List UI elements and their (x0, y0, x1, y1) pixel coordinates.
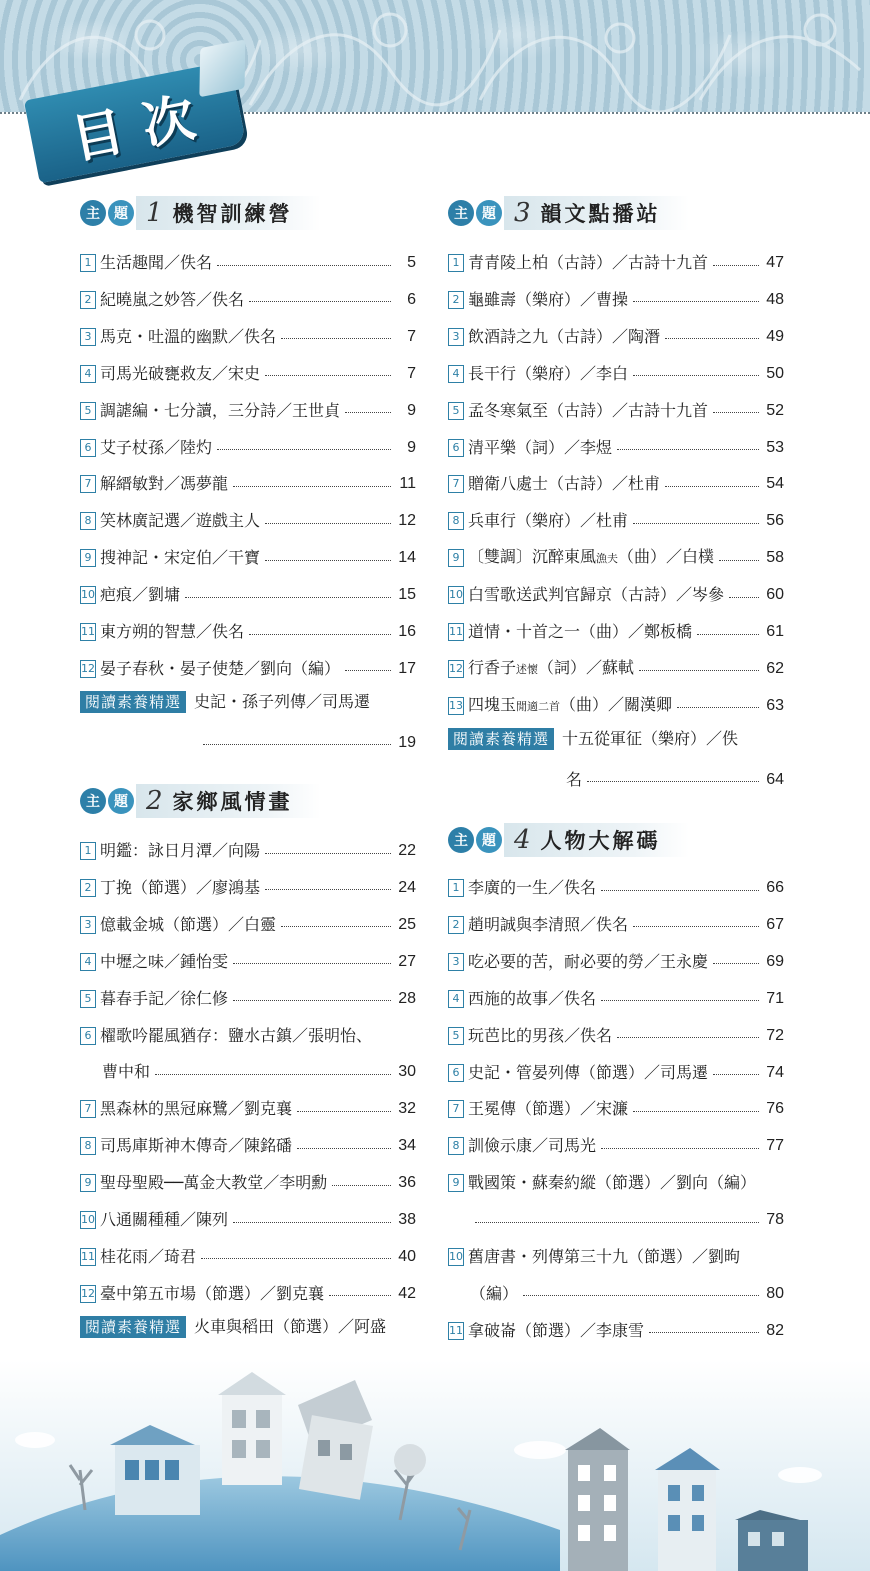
theme-badge-icon: 題 (476, 200, 502, 226)
entry-number: 12 (80, 660, 96, 678)
page-number: 52 (766, 401, 784, 419)
toc-entry[interactable] (448, 1244, 784, 1270)
entry-title (468, 544, 714, 572)
building-right-2 (655, 1448, 720, 1571)
page-number: 15 (398, 586, 416, 604)
entry-number: 8 (80, 512, 96, 530)
reading-tag-badge: 閱讀素養精選 (448, 728, 554, 750)
entry-number: 6 (80, 1027, 96, 1045)
entry-number: 7 (448, 475, 464, 493)
page-number: 64 (766, 770, 784, 788)
toc-entry[interactable] (448, 545, 784, 571)
dot-leader (639, 670, 759, 671)
toc-entry[interactable] (80, 545, 416, 571)
entry-number: 5 (80, 990, 96, 1008)
page-number: 76 (766, 1100, 784, 1118)
dot-leader (217, 265, 391, 266)
entry-number: 2 (448, 916, 464, 934)
entry-number: 12 (448, 660, 464, 678)
entry-number: 4 (448, 990, 464, 1008)
toc-entry[interactable] (448, 582, 784, 608)
entry-title (468, 692, 672, 720)
page-number: 7 (407, 364, 416, 382)
entry-title: 黑森林的黑冠麻鷺／劉克襄 (100, 1099, 293, 1119)
entry-number: 11 (80, 1248, 96, 1266)
dot-leader (233, 486, 391, 487)
entry-title: 白雪歌送武判官歸京（古詩）／岑參 (468, 585, 725, 605)
entry-title: 西施的故事／佚名 (468, 988, 597, 1008)
entry-number: 2 (448, 291, 464, 309)
entry-title: 史記・管晏列傳（節選）／司馬遷 (468, 1062, 709, 1082)
page-number: 62 (766, 659, 784, 677)
page-number: 32 (398, 1100, 416, 1118)
section-header-4 (448, 822, 689, 858)
entry-title: 馬克・吐溫的幽默／佚名 (100, 326, 277, 346)
toc-entry[interactable] (80, 435, 416, 461)
toc-entry[interactable] (80, 1133, 416, 1159)
toc-entry-continued[interactable] (470, 1281, 784, 1307)
entry-title: 李廣的一生／佚名 (468, 878, 597, 897)
page-number: 47 (766, 254, 784, 271)
reading-tag-badge: 閱讀素養精選 (80, 691, 186, 713)
page-number: 30 (398, 1063, 416, 1081)
reading-title: 火車與稻田（節選）／阿盛 (194, 1316, 387, 1336)
section-title-bar (136, 196, 321, 230)
entry-title-note: 漁夫 (596, 552, 619, 566)
entry-title: 聖母聖殿──萬金大教堂／李明勳 (100, 1173, 328, 1193)
entry-number: 7 (448, 1100, 464, 1118)
entry-number: 8 (80, 1137, 96, 1155)
entry-title-tail: （曲）／白樸 (618, 547, 715, 567)
section-title-bar (136, 784, 321, 818)
dot-leader (633, 523, 759, 524)
page-number: 54 (766, 475, 784, 493)
entry-title: 訓儉示康／司馬光 (468, 1136, 597, 1156)
toc-entry[interactable] (448, 324, 784, 350)
dot-leader (345, 412, 391, 413)
section-header-1 (80, 195, 321, 231)
dot-leader (617, 449, 759, 450)
toc-entry[interactable] (80, 287, 416, 313)
page-number: 6 (407, 290, 416, 308)
toc-entry[interactable] (448, 693, 784, 719)
entry-title: 兵車行（樂府）／杜甫 (468, 511, 629, 531)
reading-title: 史記・孫子列傳／司馬遷 (194, 691, 371, 711)
section-header-2 (80, 783, 321, 819)
toc-entry[interactable] (80, 838, 416, 864)
dot-leader (265, 560, 391, 561)
toc-entry[interactable] (448, 619, 784, 645)
dot-leader (233, 1000, 391, 1001)
page-number: 16 (398, 623, 416, 640)
dot-leader (729, 597, 759, 598)
toc-entry[interactable] (80, 912, 416, 938)
page-number: 78 (766, 1211, 784, 1229)
section-number: 3 (514, 198, 531, 228)
dot-leader (297, 1111, 391, 1112)
entry-title: 司馬庫斯神木傳奇／陳銘磻 (100, 1136, 293, 1156)
page-number: 80 (766, 1284, 784, 1302)
toc-entry[interactable] (80, 986, 416, 1012)
theme-badge-icon: 題 (476, 827, 502, 853)
entry-title: 趙明誠與李清照／佚名 (468, 914, 629, 934)
entry-title-continued: 曹中和 (102, 1062, 151, 1082)
entry-number: 9 (448, 1174, 464, 1192)
entry-title: 疤痕／劉墉 (100, 585, 181, 605)
entry-number: 1 (448, 254, 464, 272)
dot-leader (281, 926, 391, 927)
toc-entry[interactable] (448, 287, 784, 313)
section-title-bar (504, 196, 689, 230)
page-number: 9 (407, 401, 416, 419)
page-title: 目次 (66, 84, 220, 171)
section-number: 1 (146, 198, 163, 228)
entry-title-note: 述懷 (516, 662, 539, 676)
entry-number: 13 (448, 697, 464, 715)
page-number: 56 (766, 512, 784, 530)
toc-entry[interactable] (80, 1207, 416, 1233)
entry-title-main: 行香子 (468, 657, 517, 677)
house-middle (218, 1372, 286, 1485)
toc-entry[interactable] (80, 398, 416, 424)
entry-number: 2 (80, 291, 96, 309)
reading-selection-continued[interactable] (566, 767, 784, 793)
page-number: 74 (766, 1063, 784, 1081)
toc-entry[interactable] (80, 1244, 416, 1270)
dot-leader (713, 963, 759, 964)
toc-entry-continued[interactable] (102, 1059, 416, 1085)
section-title-bar (504, 823, 689, 857)
page-number: 22 (398, 842, 416, 859)
entry-number: 1 (80, 254, 96, 272)
toc-entry[interactable] (448, 398, 784, 424)
entry-number: 8 (448, 512, 464, 530)
dot-leader (697, 634, 759, 635)
page-number: 61 (766, 623, 784, 640)
entry-number: 2 (80, 879, 96, 897)
page-number: 19 (398, 733, 416, 751)
dot-leader (475, 1222, 759, 1223)
dot-leader (233, 963, 391, 964)
entry-title-tail: （曲）／關漢卿 (560, 694, 673, 714)
page-number: 28 (398, 989, 416, 1007)
dot-leader (329, 1295, 391, 1296)
entry-title: 桂花雨／琦君 (100, 1246, 197, 1266)
toc-entry[interactable] (80, 361, 416, 387)
entry-number: 12 (80, 1285, 96, 1303)
page-number: 38 (398, 1211, 416, 1228)
toc-entry[interactable] (80, 1096, 416, 1122)
entry-number: 6 (80, 439, 96, 457)
dot-leader (719, 560, 759, 561)
entry-title: 八通關種種／陳列 (100, 1210, 229, 1229)
page-number: 71 (766, 989, 784, 1007)
toc-entry[interactable] (448, 508, 784, 534)
page-number: 7 (407, 327, 416, 345)
entry-number: 3 (448, 328, 464, 346)
entry-number: 5 (448, 402, 464, 420)
dot-leader (155, 1074, 391, 1075)
entry-number: 3 (448, 953, 464, 971)
section-header-3 (448, 195, 689, 231)
page-number: 58 (766, 549, 784, 567)
entry-number: 4 (80, 953, 96, 971)
dot-leader (249, 634, 391, 635)
entry-title: 調謔編・七分讀，三分詩／王世貞 (100, 400, 341, 420)
toc-entry[interactable] (448, 1170, 784, 1196)
entry-title: 暮春手記／徐仁修 (100, 988, 229, 1008)
entry-title-main: 〔雙調〕沉醉東風 (468, 547, 597, 567)
dot-leader (523, 1295, 759, 1296)
dot-leader (185, 597, 391, 598)
toc-entry[interactable] (448, 1023, 784, 1049)
page-number: 25 (398, 915, 416, 933)
entry-title: 拿破崙（節選）／李康雪 (468, 1320, 645, 1340)
building-right-1 (565, 1428, 630, 1571)
toc-entry[interactable] (80, 582, 416, 608)
reading-title-continued: 名 (566, 769, 583, 789)
entry-title: 艾子杖孫／陸灼 (100, 437, 213, 457)
entry-title: 笑林廣記選／遊戲主人 (100, 511, 261, 531)
page-number: 60 (766, 586, 784, 604)
dot-leader (601, 1000, 759, 1001)
entry-number: 10 (80, 586, 96, 604)
entry-title: 孟冬寒氣至（古詩）／古詩十九首 (468, 400, 709, 420)
entry-number: 7 (80, 475, 96, 493)
town-illustration (0, 1360, 870, 1571)
dot-leader (633, 301, 759, 302)
toc-entry[interactable] (80, 1023, 416, 1049)
toc-entry-continued[interactable] (470, 1207, 784, 1233)
dot-leader (281, 338, 391, 339)
entry-title: 戰國策・蘇秦約縱（節選）／劉向（編） (468, 1173, 757, 1193)
entry-title: 丁挽（節選）／廖鴻基 (100, 877, 261, 897)
entry-title-tail: （詞）／蘇軾 (538, 657, 635, 677)
reading-selection[interactable] (80, 689, 416, 715)
entry-number: 6 (448, 1064, 464, 1082)
page-number: 36 (398, 1174, 416, 1192)
entry-title: 中壢之味／鍾怡雯 (100, 951, 229, 971)
entry-title: 明鑑：詠日月潭／向陽 (100, 841, 261, 860)
dot-leader (713, 265, 759, 266)
page-number: 50 (766, 364, 784, 382)
toc-entry[interactable] (448, 656, 784, 682)
toc-entry[interactable] (80, 619, 416, 645)
toc-entry[interactable] (448, 435, 784, 461)
page-number: 11 (399, 475, 416, 493)
reading-selection-continued[interactable] (198, 730, 416, 756)
entry-title-continued: （編） (470, 1283, 519, 1303)
entry-number: 11 (80, 623, 96, 641)
dot-leader (713, 412, 759, 413)
entry-title: 清平樂（詞）／李煜 (468, 437, 613, 457)
entry-title: 龜雖壽（樂府）／曹操 (468, 289, 629, 309)
entry-title: 吃必要的苦，耐必要的勞／王永慶 (468, 951, 709, 971)
page-number: 5 (407, 254, 416, 271)
toc-entry[interactable] (448, 986, 784, 1012)
entry-number: 10 (80, 1211, 96, 1229)
toc-entry[interactable] (448, 912, 784, 938)
entry-title: 司馬光破甕救友／宋史 (100, 363, 261, 383)
entry-title-note: 閒適二首 (516, 699, 561, 713)
toc-entry[interactable] (448, 1318, 784, 1344)
theme-badge-icon: 主 (80, 200, 106, 226)
entry-title: 櫂歌吟罷風猶存：鹽水古鎮／張明怡、 (100, 1025, 373, 1045)
entry-title: 舊唐書・列傳第三十九（節選）／劉昫 (468, 1247, 741, 1266)
toc-entry[interactable] (448, 250, 784, 276)
toc-entry[interactable] (448, 875, 784, 901)
reading-title: 十五從軍征（樂府）／佚 (562, 728, 739, 748)
toc-entry[interactable] (448, 1096, 784, 1122)
page-number: 53 (766, 438, 784, 456)
dot-leader (601, 890, 759, 891)
theme-badge-icon: 題 (108, 200, 134, 226)
dot-leader (249, 301, 391, 302)
dot-leader (345, 670, 391, 671)
toc-entry[interactable] (448, 361, 784, 387)
entry-number: 11 (448, 623, 464, 641)
entry-title: 臺中第五市場（節選）／劉克襄 (100, 1283, 325, 1303)
page-number: 27 (398, 952, 416, 970)
page-number: 14 (398, 549, 416, 567)
page-number: 66 (766, 879, 784, 896)
entry-number: 4 (448, 365, 464, 383)
dot-leader (601, 1148, 759, 1149)
page-number: 12 (398, 512, 416, 530)
section-number: 4 (514, 825, 531, 855)
page-number: 69 (766, 952, 784, 970)
dot-leader (203, 744, 391, 745)
dot-leader (633, 926, 759, 927)
dot-leader (265, 853, 391, 854)
page-number: 49 (766, 327, 784, 345)
section-title: 人物大解碼 (540, 828, 661, 853)
entry-title: 飲酒詩之九（古詩）／陶潛 (468, 326, 661, 346)
entry-number: 9 (80, 1174, 96, 1192)
reading-tag-badge: 閱讀素養精選 (80, 1316, 186, 1338)
page-number: 17 (398, 659, 416, 677)
entry-number: 5 (80, 402, 96, 420)
dot-leader (677, 707, 759, 708)
dot-leader (665, 338, 759, 339)
toc-entry[interactable] (80, 471, 416, 497)
entry-title: 搜神記・宋定伯／干寶 (100, 548, 261, 568)
entry-number: 10 (448, 586, 464, 604)
toc-entry[interactable] (80, 250, 416, 276)
page-number: 48 (766, 290, 784, 308)
page-number: 42 (398, 1284, 416, 1302)
dot-leader (265, 375, 391, 376)
entry-title: 解縉敏對／馮夢龍 (100, 474, 229, 494)
entry-title: 晏子春秋・晏子使楚／劉向（編） (100, 658, 341, 678)
entry-title: 生活趣聞／佚名 (100, 253, 213, 272)
entry-title: 東方朔的智慧／佚名 (100, 622, 245, 641)
section-title: 韻文點播站 (540, 201, 661, 226)
dot-leader (665, 486, 759, 487)
section-title: 機智訓練營 (172, 201, 293, 226)
page-number: 77 (766, 1137, 784, 1155)
entry-title: 玩芭比的男孩／佚名 (468, 1025, 613, 1045)
theme-badge-icon: 主 (80, 788, 106, 814)
theme-badge-icon: 主 (448, 200, 474, 226)
dot-leader (633, 1111, 759, 1112)
toc-entry[interactable] (80, 656, 416, 682)
entry-title-main: 四塊玉 (468, 694, 517, 714)
reading-selection[interactable] (448, 726, 784, 752)
page-number: 63 (766, 696, 784, 714)
toc-entry[interactable] (80, 508, 416, 534)
entry-number: 9 (448, 549, 464, 567)
entry-title: 紀曉嵐之妙答／佚名 (100, 289, 245, 309)
dot-leader (201, 1258, 391, 1259)
entry-title (468, 655, 634, 683)
entry-number: 3 (80, 328, 96, 346)
dot-leader (297, 1148, 391, 1149)
toc-entry[interactable] (80, 875, 416, 901)
entry-title: 億載金城（節選）／白靈 (100, 914, 277, 934)
page-number: 40 (398, 1247, 416, 1265)
entry-number: 6 (448, 439, 464, 457)
dot-leader (265, 523, 391, 524)
reading-selection[interactable] (80, 1314, 416, 1340)
entry-number: 5 (448, 1027, 464, 1045)
entry-number: 1 (448, 879, 464, 897)
dot-leader (233, 1222, 391, 1223)
dot-leader (649, 1332, 759, 1333)
dot-leader (617, 1037, 759, 1038)
toc-entry[interactable] (448, 471, 784, 497)
entry-number: 4 (80, 365, 96, 383)
entry-title: 道情・十首之一（曲）／鄭板橋 (468, 622, 693, 641)
entry-title: 青青陵上柏（古詩）／古詩十九首 (468, 253, 709, 272)
toc-entry[interactable] (448, 949, 784, 975)
dot-leader (713, 1074, 759, 1075)
dot-leader (217, 449, 391, 450)
dot-leader (633, 375, 759, 376)
entry-number: 10 (448, 1248, 464, 1266)
section-number: 2 (146, 786, 163, 816)
toc-entry[interactable] (80, 1170, 416, 1196)
page-number: 72 (766, 1026, 784, 1044)
entry-number: 7 (80, 1100, 96, 1118)
entry-number: 3 (80, 916, 96, 934)
toc-entry[interactable] (448, 1060, 784, 1086)
page-number: 9 (407, 438, 416, 456)
page-number: 34 (398, 1137, 416, 1155)
toc-entry[interactable] (80, 949, 416, 975)
theme-badge-icon: 題 (108, 788, 134, 814)
entry-number: 8 (448, 1137, 464, 1155)
dot-leader (587, 781, 759, 782)
entry-title: 王冕傳（節選）／宋濂 (468, 1099, 629, 1119)
entry-title: 贈衛八處士（古詩）／杜甫 (468, 474, 661, 494)
page-number: 82 (766, 1321, 784, 1339)
section-title: 家鄉風情畫 (172, 789, 293, 814)
toc-entry[interactable] (80, 324, 416, 350)
entry-number: 9 (80, 549, 96, 567)
toc-entry[interactable] (80, 1281, 416, 1307)
dot-leader (332, 1185, 391, 1186)
page-number: 24 (398, 878, 416, 896)
theme-badge-icon: 主 (448, 827, 474, 853)
entry-title: 長干行（樂府）／李白 (468, 363, 629, 383)
dot-leader (265, 889, 391, 890)
toc-entry[interactable] (448, 1133, 784, 1159)
entry-number: 1 (80, 842, 96, 860)
entry-number: 11 (448, 1322, 464, 1340)
page-number: 67 (766, 915, 784, 933)
